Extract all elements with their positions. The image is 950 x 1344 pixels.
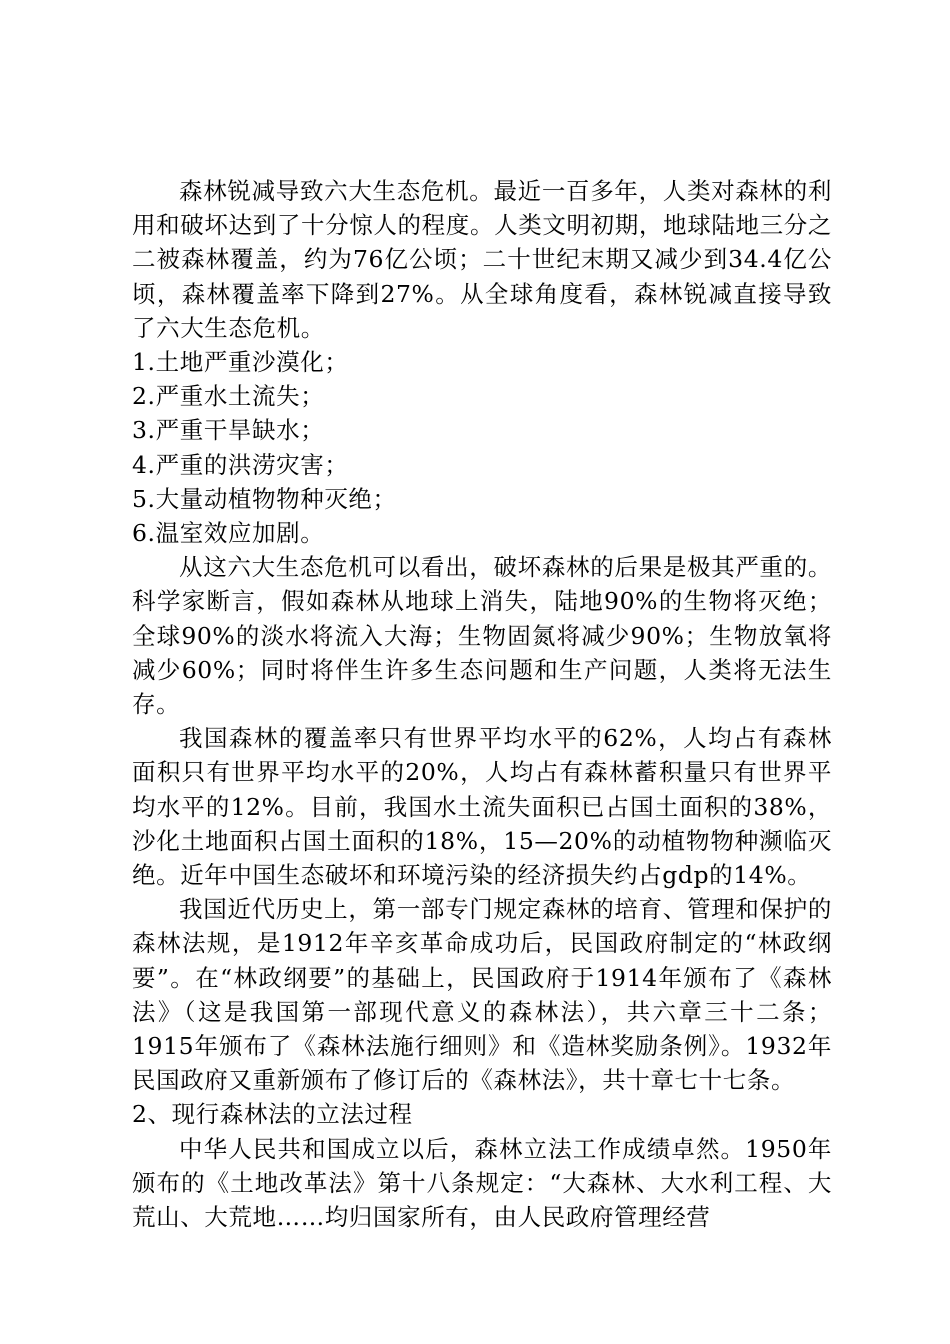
list-item-drought: 3.严重干旱缺水； [132,416,325,445]
paragraph-china-coverage: 我国森林的覆盖率只有世界平均水平的62%，人均占有森林面积只有世界平均水平的20%，人均占有森林蓄积量只有世界平均水平的12%。目前，我国水土流失面积已占国土面积的38%，沙化土地面积占国土面积的18%，15—20%的动植物物种濒临灭绝。近年中国生态破坏和环境污染的经济损失约占gdp的14%。 [132,724,832,890]
list-item-greenhouse: 6.温室效应加剧。 [132,519,325,548]
paragraph-prc-legislation: 中华人民共和国成立以后，森林立法工作成绩卓然。1950年颁布的《土地改革法》第十八条规定：“大森林、大水利工程、大荒山、大荒地……均归国家所有，由人民政府管理经营 [132,1134,832,1232]
paragraph-forest-decline: 森林锐减导致六大生态危机。最近一百多年，人类对森林的利用和破坏达到了十分惊人的程度。人类文明初期，地球陆地三分之二被森林覆盖，约为76亿公顷；二十世纪末期又减少到34.4亿公顷，森林覆盖率下降到27%。从全球角度看，森林锐减直接导致了六大生态危机。 [132,177,832,342]
list-item-desertification: 1.土地严重沙漠化； [132,348,349,377]
paragraph-modern-history: 我国近代历史上，第一部专门规定森林的培育、管理和保护的森林法规，是1912年辛亥革命成功后，民国政府制定的“林政纲要”。在“林政纲要”的基础上，民国政府于1914年颁布了《森林法》（这是我国第一部现代意义的森林法），共六章三十二条；1915年颁布了《森林法施行细则》和《造林奖励条例》。1932年民国政府又重新颁布了修订后的《森林法》，共十章七十七条。 [132,895,832,1095]
list-item-soil-erosion: 2.严重水土流失； [132,382,325,411]
list-item-extinction: 5.大量动植物物种灭绝； [132,484,397,513]
section-heading: 2、现行森林法的立法过程 [132,1100,413,1129]
list-item-floods: 4.严重的洪涝灾害； [132,450,349,479]
document-page [132,174,832,1234]
paragraph-consequences: 从这六大生态危机可以看出，破坏森林的后果是极其严重的。科学家断言，假如森林从地球上消失，陆地90%的生物将灭绝；全球90%的淡水将流入大海；生物固氮将减少90%；生物放氧将减少60%；同时将伴生许多生态问题和生产问题，人类将无法生存。 [132,553,832,719]
